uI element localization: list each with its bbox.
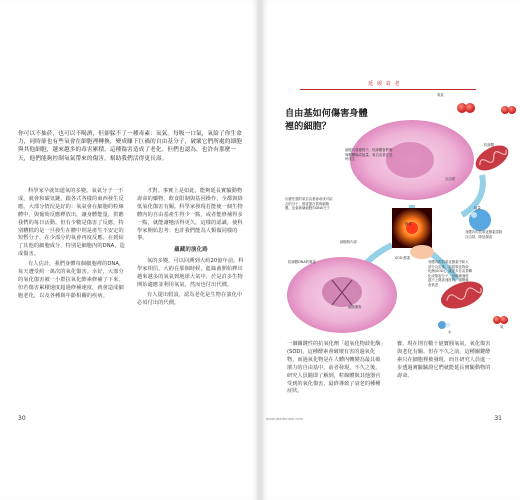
body-paragraph: 有人提出假設，認為老化是生物在演化中必須付出的代價。: [137, 291, 243, 306]
running-head: 延 緩 衰 老: [368, 81, 401, 87]
body-paragraph: 寶，現在則有數十億寶圓氧氣，氧化傷害與老化有關。但在不久之前，這種關鍵酵素只在細胞裡被發現，而且研究人員進一步透過實驗驗證它們就能延長實驗動物的壽命。: [397, 341, 491, 379]
footer-url: www.readsciam.com: [266, 417, 304, 421]
sod-enzyme: [410, 245, 434, 259]
oxygen-molecule-bottom: [493, 316, 508, 324]
label-nucleus: 細胞核內部: [340, 240, 357, 244]
left-column-1: [18, 188, 126, 303]
right-column-2: [397, 341, 495, 381]
body-paragraph: 才對。事實上是如此，能夠延長實驗動物壽命的藥物、飲食限制與基因操作，全都與降低氧化傷害有關。科學家發現若能使一個生物體內的自由基產生得少一點，或者能修補得多一點，就能讓牠活得更久。這樣的認識，使科學家開始思考：也許我們能為人類做同樣的事。: [137, 188, 243, 242]
figure-title: 自由基如何傷害身體裡的細胞？: [285, 108, 368, 132]
label-energy: 能量: [474, 206, 481, 210]
right-column-1: [287, 341, 385, 396]
section-subhead: 蘊藏的演化路: [174, 247, 208, 254]
label-water: 水: [448, 330, 452, 334]
left-column-2: [137, 188, 245, 310]
label-free-radical: 自由基: [445, 177, 456, 181]
body-paragraph: 氧的多變，可以回溯到大約20億年前。科學家相信，大約在那個時候，藍綠菌開始釋出越來越多的氧氣到地球大氣中，於是許多生物開始適應並利用氧氣，然而也付出代價。: [137, 258, 244, 288]
annotation-sod: 身體內的抗氧化酵素中和大部分自由基，如超氧化物歧化酶(SOD)，讓更多自由基轉化成無害分子，但修補速度趕不上傷害速度時，細胞就會衰老: [428, 260, 472, 287]
label-mitochondrion: 粒線體: [484, 143, 495, 147]
label-oxygen-bottom: 氧: [500, 325, 504, 329]
oxygen-molecule-top: [457, 103, 475, 113]
intro-paragraph: 你可以不抽菸，也可以不喝酒，但卻躲不了一種毒素：氧氣。每吸一口氣，氧給了你生命力，同時卻也有些氧會在細胞裡轉換，變成賺下巨禍的自由基分子，破壞它們所處的細胞與其他細胞，越來越多的毒害累積，這種傷害造成了老化。但們也認為，也許有那麼一天，他們能夠控制氧氣帶來的傷害，幫助我們活得更長壽。: [18, 131, 243, 162]
annotation-energy: 身體內的抗氧化酵素清除自由基，降低傷害: [465, 230, 503, 239]
label-enzyme: 酵素: [405, 222, 412, 226]
page-number-left: 30: [18, 415, 26, 422]
oxygen-molecule-right: [501, 106, 516, 114]
label-dna-damage: 粒線體DNA的傷害: [288, 260, 316, 264]
annotation-enzyme: 反應性強的氧自由基會尋找可結合的分子，損害蛋白質與細胞膜，也會破壞細胞內DNA分子: [285, 197, 333, 211]
body-paragraph: 一個關鍵性的抗氧化劑「超氧化物歧化酶」(SOD)，這種酵素會破壞有害的過氧化物，而過氧化物是在人體內轉變為最具破壞力的自由基中。前者發現，不久之後，研究人員隨即了解到，粒線體與其他器官受到的氧化傷害，最終導致了衰老的種種症狀。: [287, 341, 383, 395]
left-page: [0, 0, 259, 500]
annotation-mitochondria: 細胞代謝過程中，粒線體會將葡萄糖轉換成能量，氧自由基在此時產生: [345, 148, 393, 162]
body-paragraph: 有人估計，我們身體每個細胞裡的DNA，每天遭受約一萬次的氧化傷害。幸好，大部分的氧化傷害被一小群抗氧化酵素修補了下來。但若傷害累積速度超過修補速度，就會造成細胞老化，以及各種與年齡相關的疾病。: [18, 261, 125, 299]
energy-bubble: [469, 209, 491, 231]
label-sod: SOD 酵素: [395, 256, 411, 260]
page-number-right: 31: [494, 415, 502, 422]
water-molecule: [438, 321, 451, 329]
nucleus-top: [386, 142, 434, 178]
label-oxygen-top: 氧氣: [437, 93, 444, 97]
label-cell-damage: 細胞傷害: [348, 305, 362, 309]
body-paragraph: 科學家早就知道氧的多變。氧氣分子一不成，就會和碳氫鏈，跟各式各樣的東西發生反應。大部分情況是好的：氧氣會在細胞的粒線體中，與葡萄反應釋放出，讓身體能量，供應我們的每日活動。但有少數是傷害了反應，特別糟糕的是一旦發生在體中則是產生不安定的短暫分子，在少部分的氧會再度反應。在到結了其他的細胞成分，特別是細胞內的DNA，造成傷害。: [18, 188, 125, 258]
